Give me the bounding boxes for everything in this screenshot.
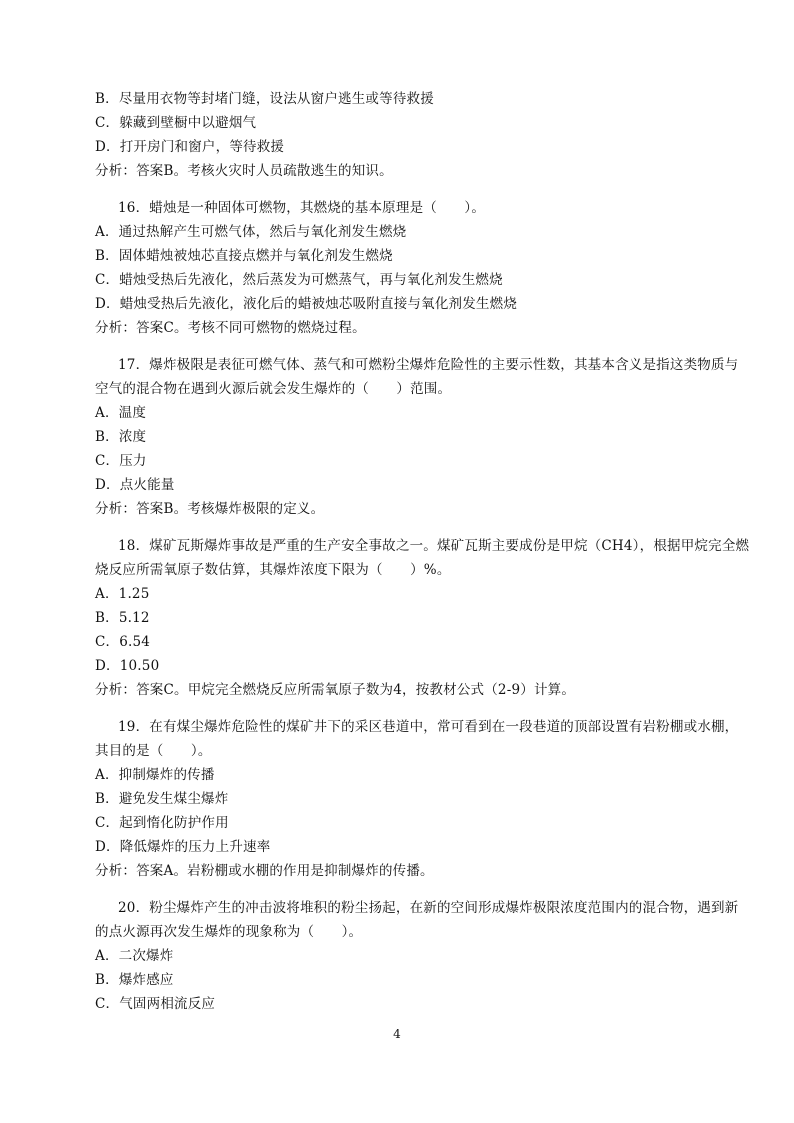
q15-option-b: B．尽量用衣物等封堵门缝，设法从窗户逃生或等待救援 (95, 91, 434, 107)
q19-option-b: B．避免发生煤尘爆炸 (95, 791, 229, 807)
q16-option-d: D．蜡烛受热后先液化，液化后的蜡被烛芯吸附直接与氧化剂发生燃烧 (95, 296, 518, 312)
q19-option-d: D．降低爆炸的压力上升速率 (95, 839, 271, 855)
q17-option-b: B．浓度 (95, 429, 147, 445)
q20-option-b: B．爆炸感应 (95, 972, 174, 988)
q17-analysis: 分析：答案B。考核爆炸极限的定义。 (95, 501, 325, 517)
q19-stem-line1: 19．在有煤尘爆炸危险性的煤矿井下的采区巷道中，常可看到在一段巷道的顶部设置有岩粉棚或水棚， (118, 719, 739, 735)
q16-stem: 16．蜡烛是一种固体可燃物，其燃烧的基本原理是（ ）。 (118, 200, 486, 216)
q15-analysis: 分析：答案B。考核火灾时人员疏散逃生的知识。 (95, 163, 393, 179)
q17-stem-line1: 17．爆炸极限是表征可燃气体、蒸气和可燃粉尘爆炸危险性的主要示性数，其基本含义是指这类物质与 (118, 357, 739, 373)
q18-option-a: A．1.25 (95, 586, 150, 602)
q15-option-c: C．躲藏到壁橱中以避烟气 (95, 115, 257, 131)
q19-option-a: A．抑制爆炸的传播 (95, 767, 215, 783)
q18-option-d: D．10.50 (95, 658, 160, 674)
q18-stem-line1: 18．煤矿瓦斯爆炸事故是严重的生产安全事故之一。煤矿瓦斯主要成份是甲烷（CH4），根据甲烷完全燃 (118, 538, 750, 554)
page-number: 4 (393, 1027, 401, 1041)
q18-analysis: 分析：答案C。甲烷完全燃烧反应所需氧原子数为4，按教材公式（2-9）计算。 (95, 682, 576, 698)
q18-option-b: B．5.12 (95, 610, 150, 626)
q17-option-a: A．温度 (95, 405, 147, 421)
q18-stem-line2: 烧反应所需氧原子数估算，其爆炸浓度下限为（ ）%。 (95, 562, 451, 578)
q20-option-c: C．气固两相流反应 (95, 996, 216, 1012)
q19-analysis: 分析：答案A。岩粉棚或水棚的作用是抑制爆炸的传播。 (95, 863, 434, 879)
q18-option-c: C．6.54 (95, 634, 151, 650)
q17-option-c: C．压力 (95, 453, 147, 469)
q20-option-a: A．二次爆炸 (95, 948, 174, 964)
q16-option-a: A．通过热解产生可燃气体，然后与氧化剂发生燃烧 (95, 224, 407, 240)
q15-option-d: D．打开房门和窗户，等待救援 (95, 139, 285, 155)
q20-stem-line1: 20．粉尘爆炸产生的冲击波将堆积的粉尘扬起，在新的空间形成爆炸极限浓度范围内的混合物，遇到新 (118, 900, 739, 916)
q19-stem-line2: 其目的是（ ）。 (95, 743, 212, 759)
q17-stem-line2: 空气的混合物在遇到火源后就会发生爆炸的（ ）范围。 (95, 381, 452, 397)
q16-analysis: 分析：答案C。考核不同可燃物的燃烧过程。 (95, 320, 366, 336)
q20-stem-line2: 的点火源再次发生爆炸的现象称为（ ）。 (95, 924, 363, 940)
q17-option-d: D．点火能量 (95, 477, 175, 493)
q16-option-c: C．蜡烛受热后先液化，然后蒸发为可燃蒸气，再与氧化剂发生燃烧 (95, 272, 503, 288)
q19-option-c: C．起到惰化防护作用 (95, 815, 229, 831)
q16-option-b: B．固体蜡烛被烛芯直接点燃并与氧化剂发生燃烧 (95, 248, 393, 264)
